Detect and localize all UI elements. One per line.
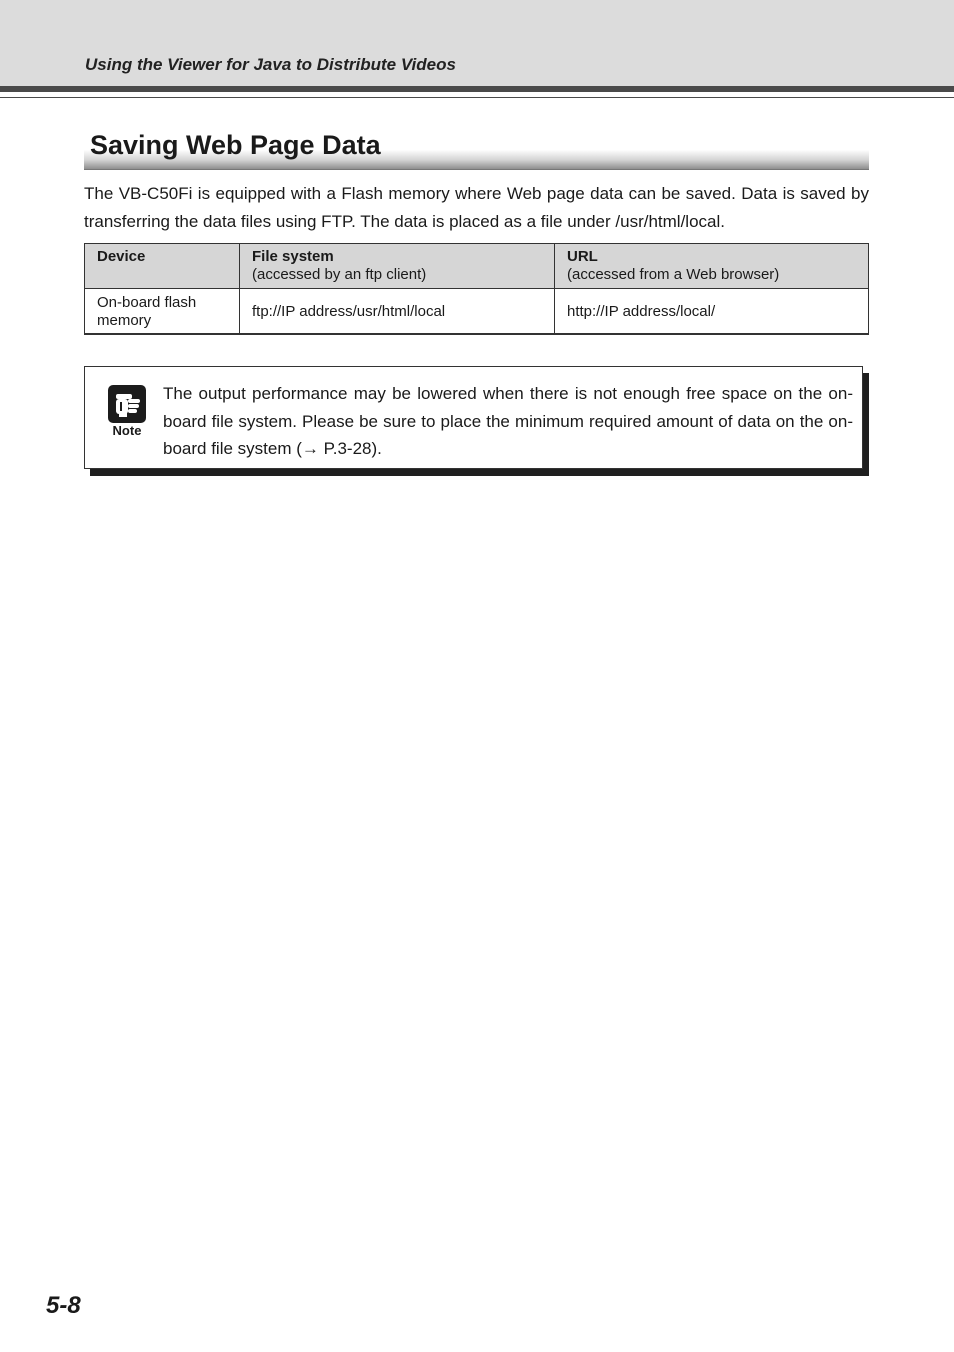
section-title: Saving Web Page Data — [90, 130, 381, 160]
header-file-system-sub: (accessed by an ftp client) — [252, 266, 427, 283]
cell-device: On-board flash memory — [85, 289, 240, 335]
section-heading-bar — [84, 126, 869, 170]
note-box — [84, 366, 863, 469]
running-header — [0, 0, 954, 86]
table-row — [85, 289, 869, 335]
header-cell-device — [85, 244, 240, 289]
header-url-sub: (accessed from a Web browser) — [567, 266, 780, 283]
intro-paragraph: The VB-C50Fi is equipped with a Flash memory where Web page data can be saved. Data is saved by transferring the data files using FTP. The data is placed as a file under /usr/html/local. — [84, 184, 869, 231]
header-divider-thin — [0, 97, 954, 98]
note-text: The output performance may be lowered when there is not enough free space on the on-board file system. Please be sure to place the minimum required amount of data on the on-board file system (→ P.3-28). — [163, 384, 853, 458]
header-cell-file-system — [240, 244, 555, 289]
running-header-title: Using the Viewer for Java to Distribute Videos — [85, 55, 456, 74]
header-url-title: URL — [567, 248, 598, 265]
cell-url: http://IP address/local/ — [555, 289, 869, 335]
header-divider-thick — [0, 86, 954, 92]
note-label: Note — [112, 423, 142, 438]
header-file-system-title: File system — [252, 248, 334, 265]
cell-file-system: ftp://IP address/usr/html/local — [240, 289, 555, 335]
page-number: 5-8 — [46, 1292, 81, 1319]
header-device-title: Device — [97, 248, 146, 265]
note-hand-icon — [108, 385, 146, 423]
storage-table — [84, 243, 869, 335]
header-cell-url — [555, 244, 869, 289]
table-header-row — [85, 244, 869, 289]
